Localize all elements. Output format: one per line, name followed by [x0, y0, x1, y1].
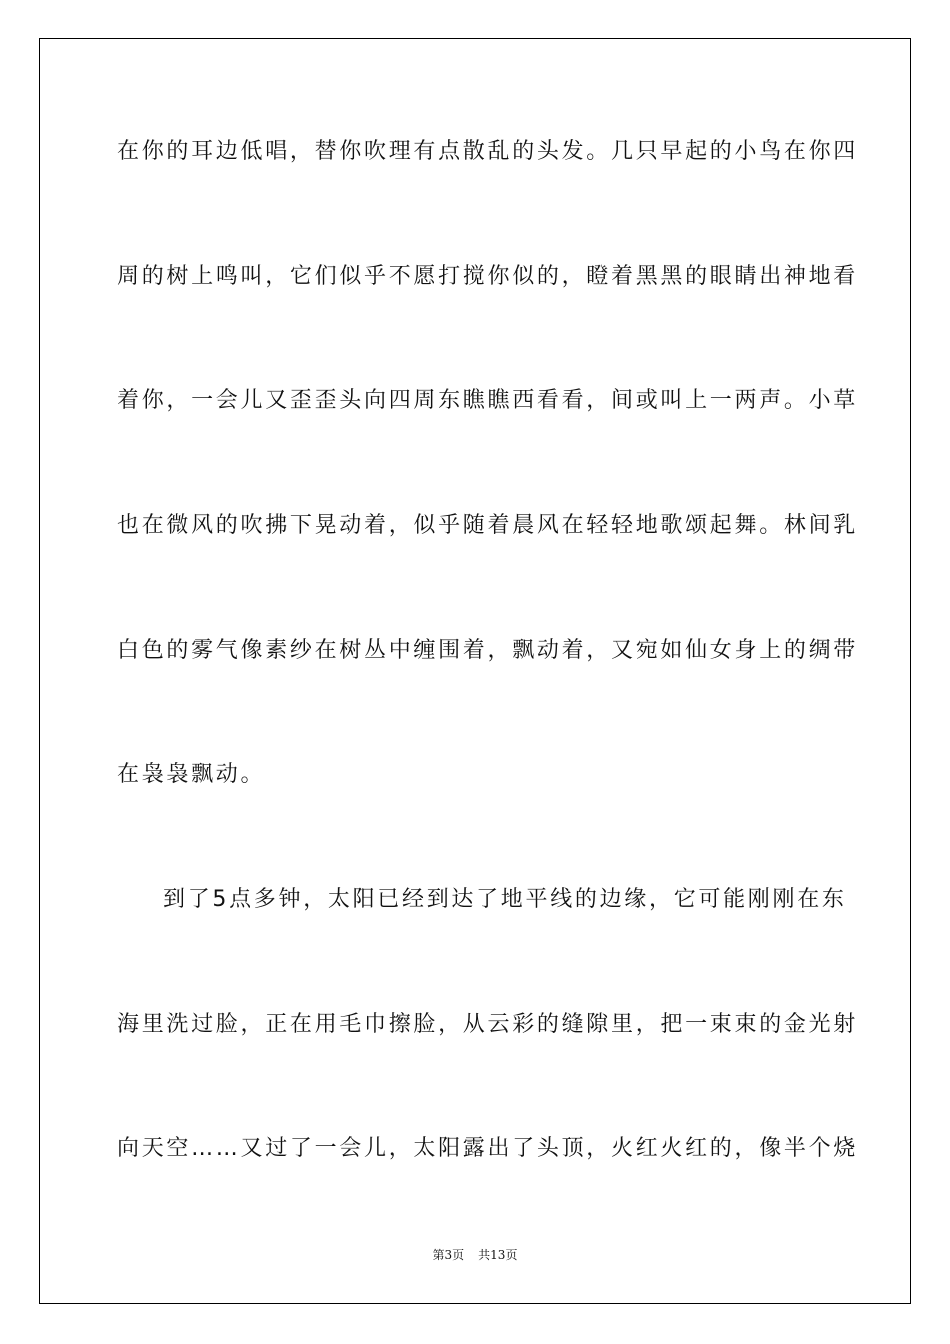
- page-footer: [0, 1247, 950, 1263]
- text-line: 海里洗过脸，正在用毛巾擦脸，从云彩的缝隙里，把一束束的金光射: [117, 1012, 859, 1037]
- text-line: 白色的雾气像素纱在树丛中缠围着，飘动着，又宛如仙女身上的绸带: [117, 638, 859, 663]
- page-total: 共13页: [478, 1248, 518, 1262]
- page-number: 第3页: [432, 1248, 465, 1262]
- text-line: 向天空……又过了一会儿，太阳露出了头顶，火红火红的，像半个烧: [117, 1136, 859, 1161]
- text-line: 在你的耳边低唱，替你吹理有点散乱的头发。几只早起的小鸟在你四: [117, 139, 859, 164]
- text-line: 也在微风的吹拂下晃动着，似乎随着晨风在轻轻地歌颂起舞。林间乳: [117, 513, 859, 538]
- text-line-indented: 到了5点多钟，太阳已经到达了地平线的边缘，它可能刚刚在东: [163, 887, 847, 912]
- text-line: 着你，一会儿又歪歪头向四周东瞧瞧西看看，间或叫上一两声。小草: [117, 388, 859, 413]
- text-line: 周的树上鸣叫，它们似乎不愿打搅你似的，瞪着黑黑的眼睛出神地看: [117, 264, 859, 289]
- text-line: 在袅袅飘动。: [117, 762, 266, 787]
- page-border: [39, 38, 911, 1304]
